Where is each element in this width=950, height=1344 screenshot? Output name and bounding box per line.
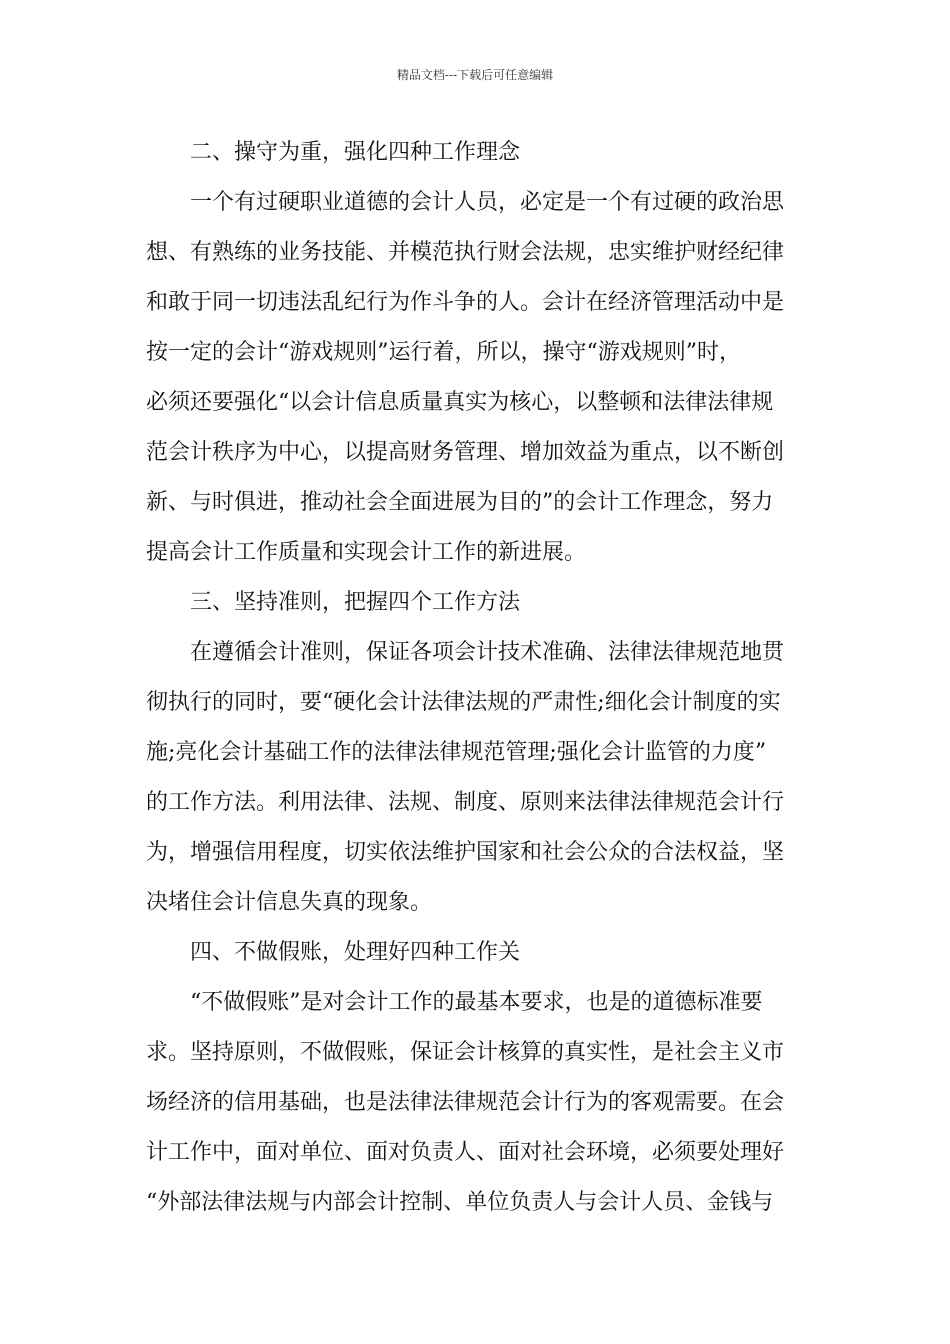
paragraph-line: 必须还要强化“以会计信息质量真实为核心，以整顿和法律法律规 bbox=[146, 390, 774, 415]
paragraph-line: 范会计秩序为中心，以提高财务管理、增加效益为重点，以不断创 bbox=[146, 440, 785, 465]
section-heading-2: 二、操守为重，强化四种工作理念 bbox=[190, 140, 521, 165]
paragraph-line: 新、与时俱进，推动社会全面进展为目的”的会计工作理念，努力 bbox=[146, 490, 774, 515]
paragraph-line: “外部法律法规与内部会计控制、单位负责人与会计人员、金钱与 bbox=[146, 1190, 774, 1215]
paragraph-line: 决堵住会计信息失真的现象。 bbox=[146, 890, 433, 915]
paragraph-line: 的工作方法。利用法律、法规、制度、原则来法律法律规范会计行 bbox=[146, 790, 785, 815]
document-body bbox=[146, 134, 806, 1234]
paragraph-line: 施;亮化会计基础工作的法律法律规范管理;强化会计监管的力度” bbox=[146, 740, 767, 765]
paragraph-line: 为，增强信用程度，切实依法维护国家和社会公众的合法权益，坚 bbox=[146, 840, 785, 865]
paragraph-line: 场经济的信用基础，也是法律法律规范会计行为的客观需要。在会 bbox=[146, 1090, 785, 1115]
paragraph-line: 在遵循会计准则，保证各项会计技术准确、法律法律规范地贯 bbox=[190, 640, 785, 665]
paragraph-line: 提高会计工作质量和实现会计工作的新进展。 bbox=[146, 540, 587, 565]
section-heading-3: 三、坚持准则，把握四个工作方法 bbox=[190, 590, 521, 615]
paragraph-line: 和敢于同一切违法乱纪行为作斗争的人。会计在经济管理活动中是 bbox=[146, 290, 785, 315]
paragraph-line: “不做假账”是对会计工作的最基本要求，也是的道德标准要 bbox=[190, 990, 763, 1015]
paragraph-line: 彻执行的同时，要“硬化会计法律法规的严肃性;细化会计制度的实 bbox=[146, 690, 781, 715]
paragraph-line: 想、有熟练的业务技能、并模范执行财会法规，忠实维护财经纪律 bbox=[146, 240, 785, 265]
paragraph-line: 按一定的会计“游戏规则”运行着，所以，操守“游戏规则”时， bbox=[146, 340, 741, 365]
paragraph-line: 求。坚持原则，不做假账，保证会计核算的真实性，是社会主义市 bbox=[146, 1040, 785, 1065]
page-header: 精品文档---下载后可任意编辑 bbox=[396, 68, 554, 82]
section-heading-4: 四、不做假账，处理好四种工作关 bbox=[190, 940, 521, 965]
paragraph-line: 一个有过硬职业道德的会计人员，必定是一个有过硬的政治思 bbox=[190, 190, 785, 215]
paragraph-line: 计工作中，面对单位、面对负责人、面对社会环境，必须要处理好 bbox=[146, 1140, 785, 1165]
